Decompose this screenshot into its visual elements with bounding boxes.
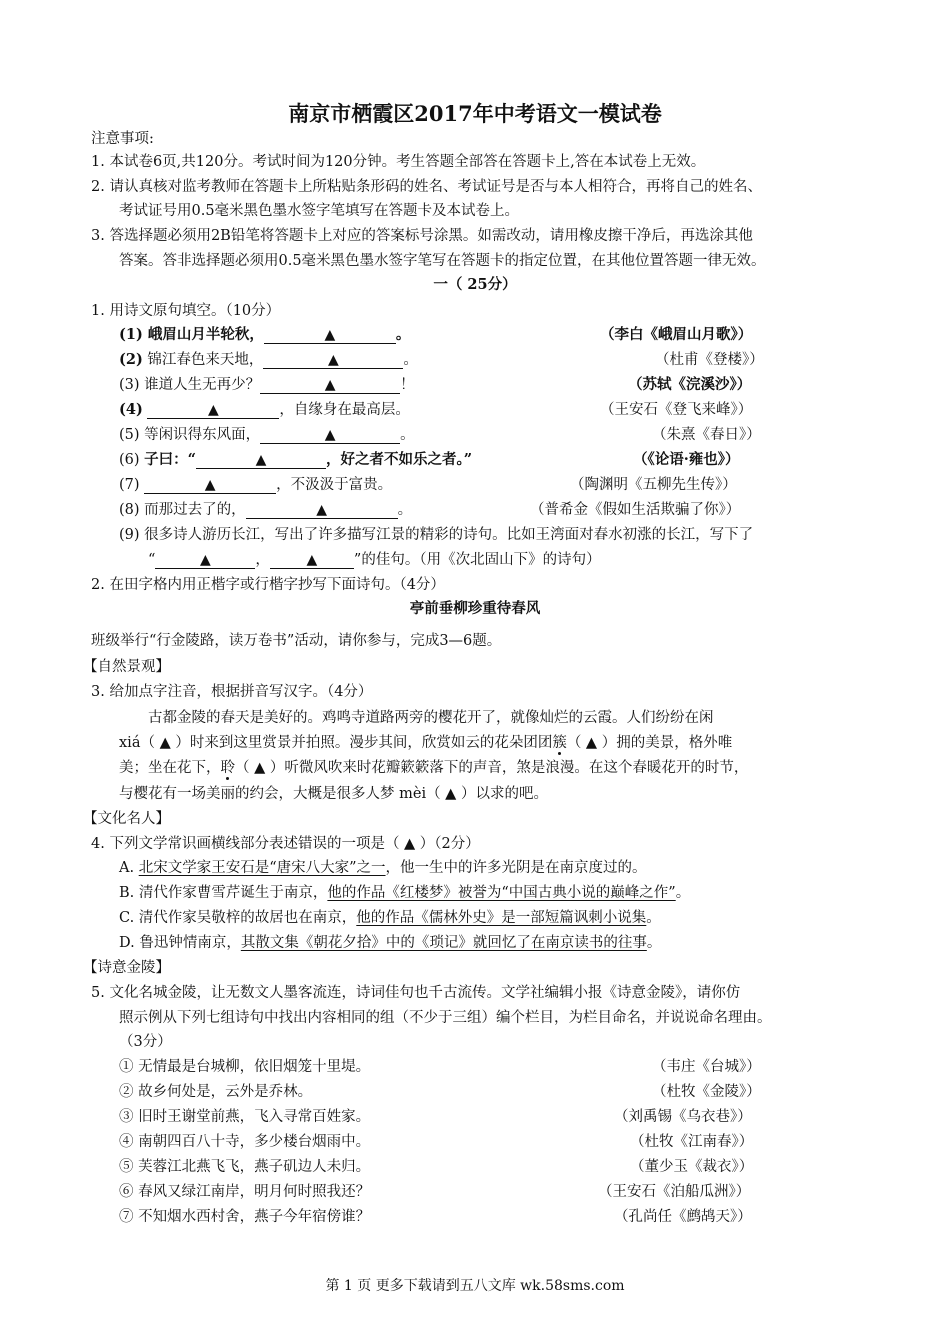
q5-source-3: （刘禹锡《乌衣巷》） [614,1109,752,1125]
answer-blank[interactable]: ▲ [155,552,255,569]
q5-line-2: 照示例从下列七组诗句中找出内容相同的组（不少于三组）编个栏目，为栏目命名，并说说命名理由。 [119,1010,772,1026]
page-footer: 第 1 页 更多下载请到五八文库 wk.58sms.com [325,1278,625,1294]
q5-line-3: （3分） [119,1034,172,1050]
answer-blank[interactable]: ▲ [144,477,276,494]
q2-stem: 2. 在田字格内用正楷字或行楷字抄写下面诗句。（4分） [91,577,445,593]
answer-blank[interactable]: ▲ [260,377,400,394]
q1-source-6: （《论语·雍也》） [633,451,740,468]
q1-source-3: （苏轼《浣溪沙》） [628,376,752,393]
q1-item-9: (9) 很多诗人游历长江，写出了许多描写江景的精彩的诗句。比如王湾面对春水初涨的长江，写下了 [119,527,754,543]
answer-blank[interactable]: ▲ [264,327,396,344]
q1-item-6: (6) 子曰：“ ▲ ，好之者不如乐之者。” [119,451,473,468]
notice-item-2: 2. 请认真核对监考教师在答题卡上所粘贴条形码的姓名、考试证号是否与本人相符合，再将自己的姓名、 [91,179,762,195]
answer-blank[interactable]: ▲ [147,402,279,419]
q5-poem-2: ② 故乡何处是，云外是乔林。 [119,1084,313,1100]
notice-item-3-cont: 答案。答非选择题必须用0.5毫米黑色墨水签字笔写在答题卡的指定位置，在其他位置答题一律无效。 [119,253,766,269]
q5-source-4: （杜牧《江南春》） [630,1134,754,1150]
q3-stem: 3. 给加点字注音，根据拼音写汉字。（4分） [91,684,373,700]
notice-item-2-cont: 考试证号用0.5毫米黑色墨水签字笔填写在答题卡及本试卷上。 [119,203,520,219]
section-one-heading: 一（ 25分） [433,276,517,293]
q1-item-3: (3) 谁道人生无再少？ ▲ ！ [119,377,415,393]
q3-line-4: 与樱花有一场美丽的约会，大概是很多人梦 mèi（ ▲ ）以求的吧。 [119,786,548,802]
q5-source-5: （董少玉《裁衣》） [630,1159,754,1175]
answer-blank[interactable]: ▲ [260,427,400,444]
q4-stem: 4. 下列文学常识画横线部分表述错误的一项是（ ▲ ）（2分） [91,836,480,852]
q4-option-b[interactable]: B. 清代作家曹雪芹诞生于南京，他的作品《红楼梦》被誉为“中国古典小说的巅峰之作”。 [119,885,691,901]
q3-line-1: 古都金陵的春天是美好的。鸡鸣寺道路两旁的樱花开了，就像灿烂的云霞。人们纷纷在闲 [148,710,714,726]
q1-source-7: （陶渊明《五柳先生传》） [570,477,737,493]
q5-source-7: （孔尚任《鹧鸪天》） [614,1209,752,1225]
q1-item-9-cont: “ ▲ ， ▲ ”的佳句。（用《次北固山下》的诗句） [148,552,601,568]
q5-poem-6: ⑥ 春风又绿江南岸，明月何时照我还？ [119,1184,371,1200]
q5-poem-3: ③ 旧时王谢堂前燕，飞入寻常百姓家。 [119,1109,371,1125]
section-poetry: 【诗意金陵】 [83,960,170,976]
answer-blank[interactable]: ▲ [246,502,398,519]
q5-poem-4: ④ 南朝四百八十寺，多少楼台烟雨中。 [119,1134,371,1150]
q3-line-2: xiá（ ▲ ）时来到这里赏景并拍照。漫步其间，欣赏如云的花朵团团簇（ ▲ ）拥的美景，格外唯 [119,735,733,751]
q5-poem-5: ⑤ 芙蓉江北燕飞飞，燕子矶边人未归。 [119,1159,371,1175]
q1-stem: 1. 用诗文原句填空。（10分） [91,303,281,319]
q5-source-1: （韦庄《台城》） [652,1059,761,1075]
notice-item-3: 3. 答选择题必须用2B铅笔将答题卡上对应的答案标号涂黑。如需改动，请用橡皮擦干净后，再选涂其他 [91,228,753,244]
q1-item-8: (8) 而那过去了的， ▲ 。 [119,502,413,518]
notice-heading: 注意事项: [91,131,154,147]
answer-blank[interactable]: ▲ [196,452,326,469]
page-title: 南京市栖霞区2017年中考语文一模试卷 [288,101,662,126]
q4-option-c[interactable]: C. 清代作家吴敬梓的故居也在南京，他的作品《儒林外史》是一部短篇讽刺小说集。 [119,910,661,926]
q5-poem-7: ⑦ 不知烟水西村舍，燕子今年宿傍谁？ [119,1209,371,1225]
answer-blank[interactable]: ▲ [270,552,354,569]
notice-item-1: 1. 本试卷6页,共120分。考试时间为120分钟。考生答题全部答在答题卡上,答在本试卷上无效。 [91,154,706,170]
q5-source-2: （杜牧《金陵》） [652,1084,761,1100]
q5-source-6: （王安石《泊船瓜洲》） [598,1184,751,1200]
activity-intro: 班级举行“行金陵路，读万卷书”活动，请你参与，完成3—6题。 [91,633,502,649]
q1-item-5: (5) 等闲识得东风面， ▲ 。 [119,427,415,443]
q1-source-2: （杜甫《登楼》） [655,352,764,368]
q1-source-5: （朱熹《春日》） [652,427,761,443]
section-nature: 【自然景观】 [83,659,170,675]
q3-line-3: 美；坐在花下，聆（ ▲ ）听微风吹来时花瓣簌簌落下的声音，煞是浪漫。在这个春暖花开的时节， [119,760,749,776]
q5-line-1: 5. 文化名城金陵，让无数文人墨客流连，诗词佳句也千古流传。文学社编辑小报《诗意金陵》，请你仿 [91,985,741,1001]
answer-blank[interactable]: ▲ [263,352,403,369]
q4-option-d[interactable]: D. 鲁迅钟情南京，其散文集《朝花夕拾》中的《琐记》就回忆了在南京读书的往事。 [119,935,662,951]
q1-item-1: (1) 峨眉山月半轮秋， ▲ 。 [119,326,411,343]
q1-source-1: （李白《峨眉山月歌》） [600,326,753,343]
q1-source-8: （普希金《假如生活欺骗了你》） [530,502,741,518]
q2-poem: 亭前垂柳珍重待春风 [409,600,541,617]
q1-item-2: (2) 锦江春色来天地， ▲ 。 [119,351,418,368]
q1-item-4: (4) ▲ ，自缘身在最高层。 [119,401,410,418]
section-people: 【文化名人】 [83,811,170,827]
q1-item-7: (7) ▲ ，不汲汲于富贵。 [119,477,393,493]
q4-option-a[interactable]: A. 北宋文学家王安石是“唐宋八大家”之一，他一生中的许多光阴是在南京度过的。 [119,860,647,876]
q5-poem-1: ① 无情最是台城柳，依旧烟笼十里堤。 [119,1059,371,1075]
q1-source-4: （王安石《登飞来峰》） [600,402,753,418]
